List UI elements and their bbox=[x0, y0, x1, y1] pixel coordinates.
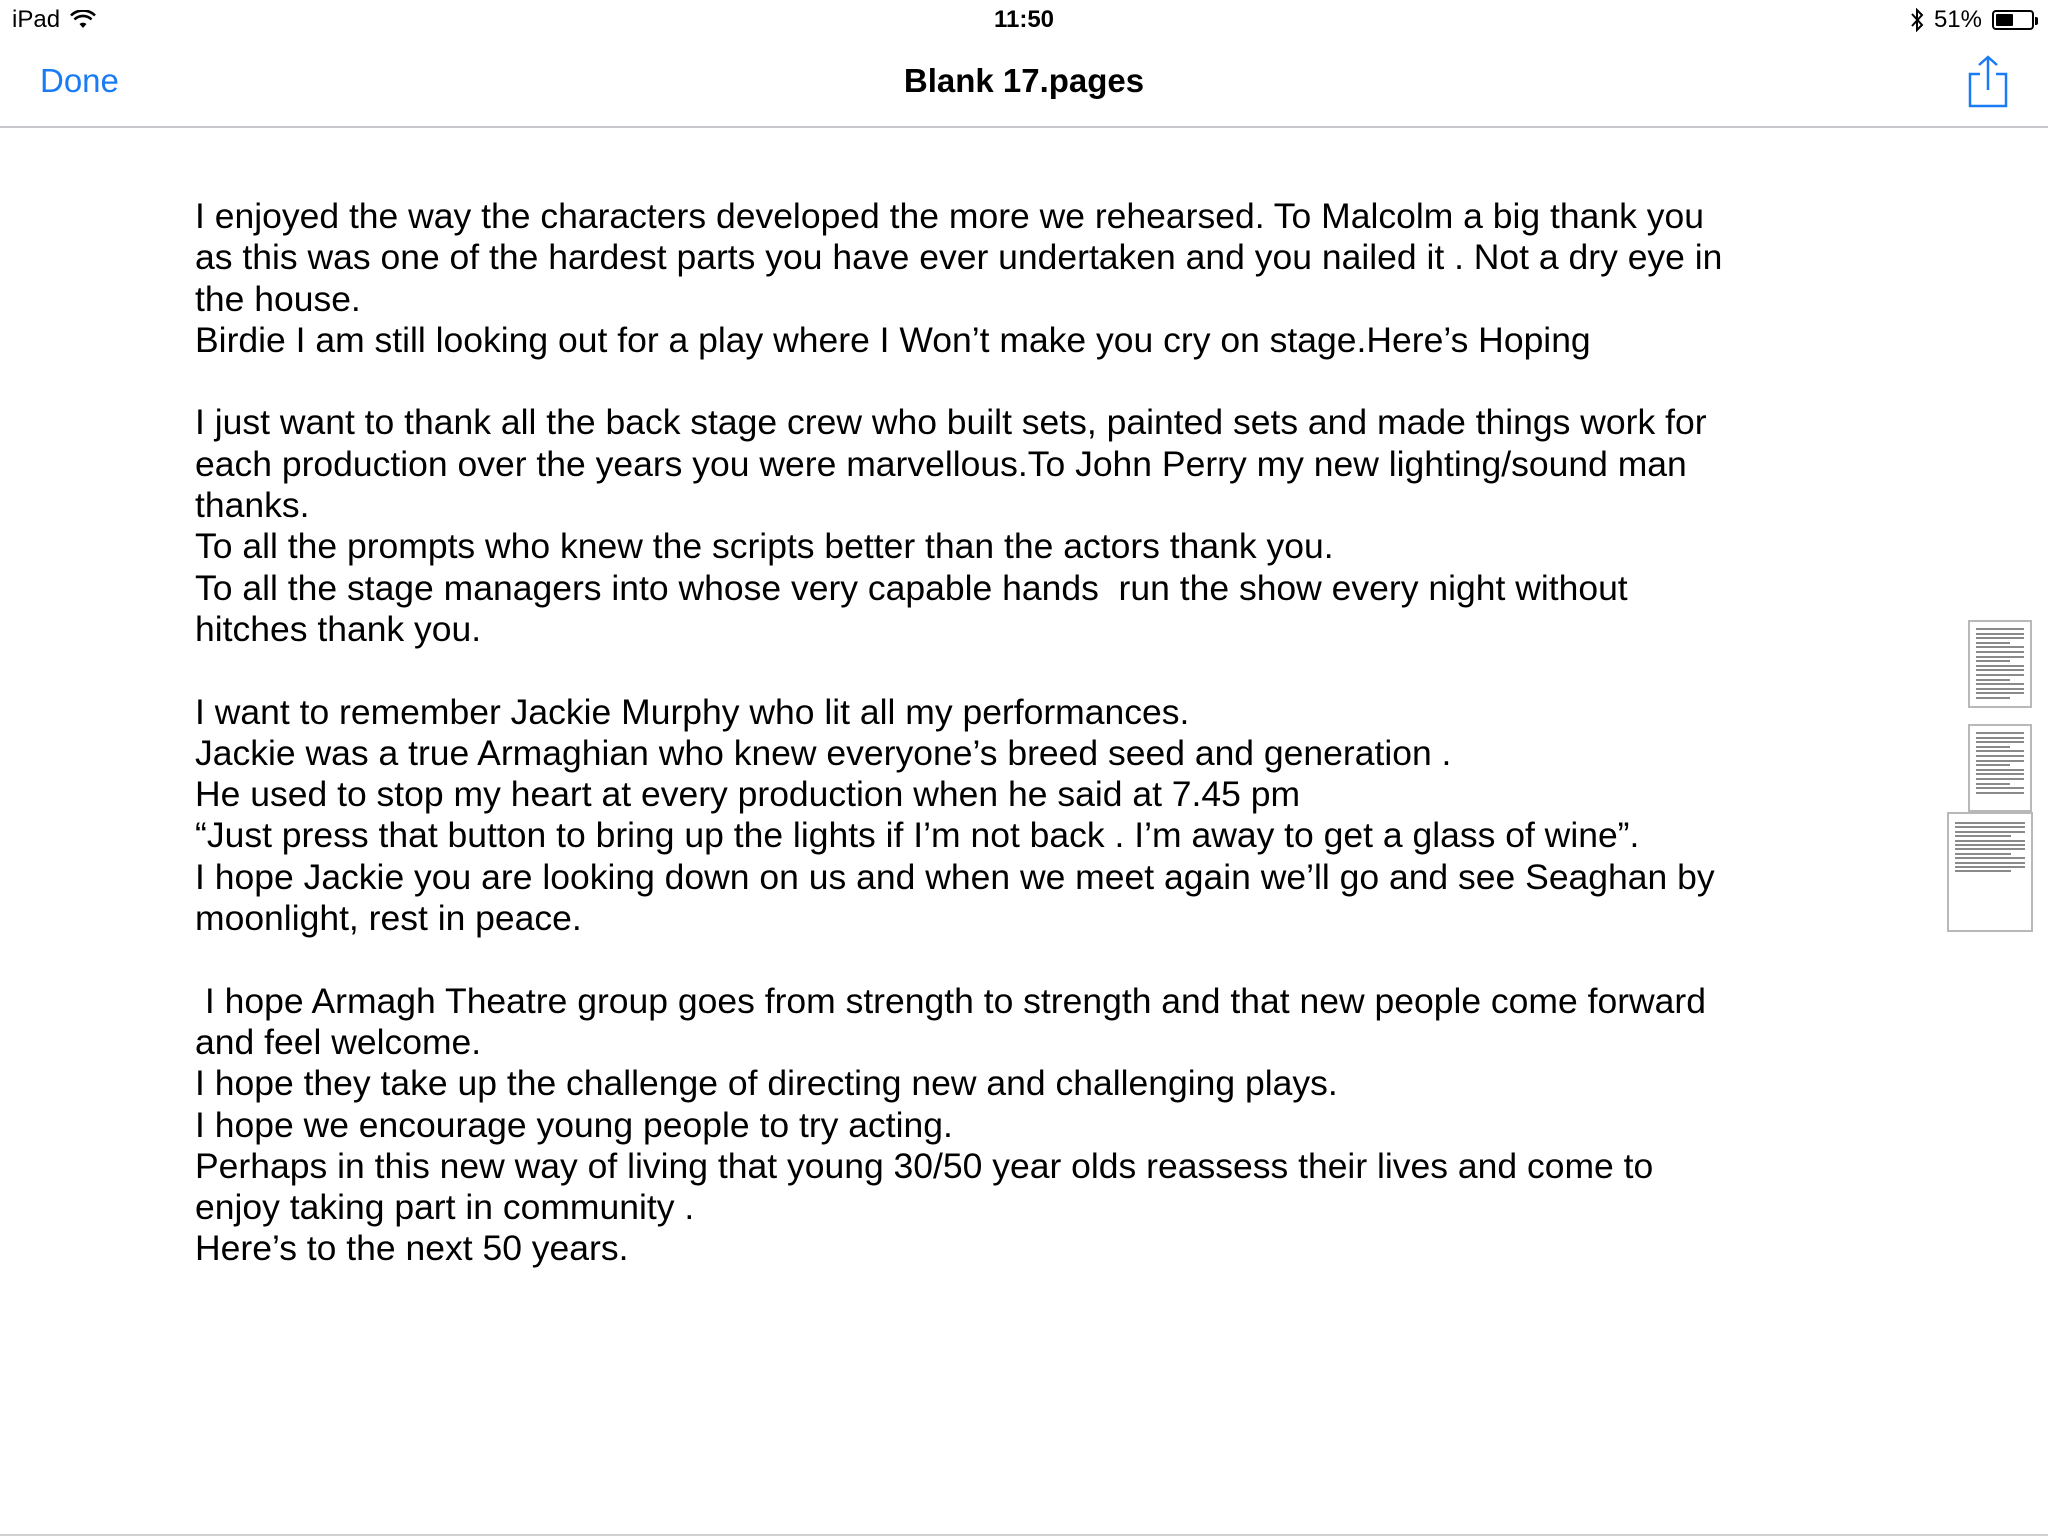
thumbnail-text-line bbox=[1955, 870, 2011, 872]
text-line: I hope Armagh Theatre group goes from strength to strength and that new people come forward bbox=[195, 980, 1706, 1021]
text-line: the house. bbox=[195, 278, 361, 319]
done-button[interactable]: Done bbox=[40, 62, 119, 99]
paragraph[interactable] bbox=[195, 981, 1855, 1270]
thumbnail-text-line bbox=[1976, 755, 2024, 757]
text-line: I want to remember Jackie Murphy who lit all my performances. bbox=[195, 691, 1190, 732]
page-thumbnail-2[interactable] bbox=[1968, 724, 2032, 812]
status-right bbox=[1910, 6, 2034, 34]
thumbnail-text-line bbox=[1976, 660, 2010, 662]
text-line: To all the prompts who knew the scripts better than the actors thank you. bbox=[195, 526, 1334, 567]
thumbnail-text-line bbox=[1955, 848, 2025, 850]
thumbnail-text-line bbox=[1976, 746, 2010, 748]
page-thumbnail-1[interactable] bbox=[1968, 620, 2032, 708]
text-line: To all the stage managers into whose very capable hands run the show every night without bbox=[195, 567, 1628, 608]
device-label: iPad bbox=[12, 6, 61, 33]
battery-icon bbox=[1992, 10, 2034, 30]
thumbnail-text-line bbox=[1976, 679, 2010, 681]
text-line: moonlight, rest in peace. bbox=[195, 898, 582, 939]
nav-bar bbox=[0, 40, 2048, 128]
thumbnail-text-line bbox=[1976, 792, 2024, 794]
thumbnail-text-line bbox=[1955, 835, 2011, 837]
thumbnail-text-line bbox=[1955, 857, 2025, 859]
status-bar bbox=[0, 0, 2048, 40]
paragraph[interactable] bbox=[195, 196, 1855, 361]
text-line: I hope they take up the challenge of directing new and challenging plays. bbox=[195, 1063, 1338, 1104]
thumbnail-text-line bbox=[1976, 628, 2024, 630]
text-line: I enjoyed the way the characters developed the more we rehearsed. To Malcolm a big thank you bbox=[195, 196, 1704, 236]
thumbnail-text-line bbox=[1955, 822, 2025, 824]
text-line: thanks. bbox=[195, 485, 310, 526]
document-body[interactable] bbox=[195, 196, 1855, 1311]
text-line: Perhaps in this new way of living that young 30/50 year olds reassess their lives and come to bbox=[195, 1145, 1654, 1186]
share-icon[interactable] bbox=[1966, 54, 2010, 110]
thumbnail-text-line bbox=[1955, 866, 2025, 868]
page-thumbnail-3[interactable] bbox=[1947, 812, 2033, 932]
thumbnail-text-line bbox=[1955, 826, 2025, 828]
thumbnail-text-line bbox=[1976, 737, 2024, 739]
text-line: as this was one of the hardest parts you have ever undertaken and you nailed it . Not a dry eye in bbox=[195, 237, 1723, 278]
text-line: He used to stop my heart at every production when he said at 7.45 pm bbox=[195, 774, 1301, 815]
battery-fill bbox=[1996, 14, 2013, 26]
thumbnail-text-line bbox=[1976, 688, 2024, 690]
thumbnail-text-line bbox=[1976, 697, 2010, 699]
text-line: Jackie was a true Armaghian who knew everyone’s breed seed and generation . bbox=[195, 732, 1452, 773]
text-line: hitches thank you. bbox=[195, 608, 482, 649]
thumbnail-text-line bbox=[1955, 862, 2025, 864]
text-line: I hope we encourage young people to try acting. bbox=[195, 1104, 953, 1145]
paragraph[interactable] bbox=[195, 692, 1855, 940]
thumbnail-text-line bbox=[1976, 665, 2024, 667]
battery-percent: 51% bbox=[1933, 6, 1982, 33]
thumbnail-text-line bbox=[1976, 773, 2024, 775]
text-line: “Just press that button to bring up the lights if I’m not back . I’m away to get a glass of wine”. bbox=[195, 815, 1640, 856]
thumbnail-text-line bbox=[1955, 844, 2025, 846]
thumbnail-text-line bbox=[1955, 831, 2025, 833]
thumbnail-text-line bbox=[1976, 750, 2024, 752]
thumbnail-text-line bbox=[1976, 783, 2010, 785]
thumbnail-text-line bbox=[1976, 651, 2024, 653]
text-line: and feel welcome. bbox=[195, 1021, 482, 1062]
thumbnail-text-line bbox=[1976, 669, 2024, 671]
thumbnail-text-line bbox=[1976, 674, 2024, 676]
text-line: I hope Jackie you are looking down on us and when we meet again we’ll go and see Seaghan by bbox=[195, 856, 1715, 897]
thumbnail-text-line bbox=[1976, 683, 2024, 685]
bluetooth-icon bbox=[1910, 8, 1924, 32]
thumbnail-text-line bbox=[1976, 656, 2024, 658]
thumbnail-text-line bbox=[1955, 853, 2011, 855]
thumbnail-text-line bbox=[1976, 778, 2024, 780]
text-line: enjoy taking part in community . bbox=[195, 1187, 695, 1228]
text-line: Birdie I am still looking out for a play where I Won’t make you cry on stage.Here’s Hoping bbox=[195, 319, 1591, 360]
thumbnail-text-line bbox=[1976, 633, 2024, 635]
text-line: each production over the years you were marvellous.To John Perry my new lighting/sound man bbox=[195, 443, 1687, 484]
thumbnail-text-line bbox=[1955, 840, 2025, 842]
thumbnail-text-line bbox=[1976, 732, 2024, 734]
thumbnail-text-line bbox=[1976, 769, 2024, 771]
thumbnail-text-line bbox=[1976, 741, 2024, 743]
document-title: Blank 17.pages bbox=[903, 62, 1145, 99]
thumbnail-text-line bbox=[1976, 787, 2024, 789]
text-line: Here’s to the next 50 years. bbox=[195, 1228, 629, 1269]
thumbnail-text-line bbox=[1976, 692, 2024, 694]
thumbnail-text-line bbox=[1976, 760, 2024, 762]
thumbnail-text-line bbox=[1976, 764, 2010, 766]
thumbnail-text-line bbox=[1976, 642, 2010, 644]
thumbnail-text-line bbox=[1976, 646, 2024, 648]
text-line: I just want to thank all the back stage crew who built sets, painted sets and made things work for bbox=[195, 402, 1707, 443]
status-time: 11:50 bbox=[993, 6, 1055, 33]
paragraph[interactable] bbox=[195, 402, 1855, 650]
thumbnail-text-line bbox=[1976, 637, 2024, 639]
